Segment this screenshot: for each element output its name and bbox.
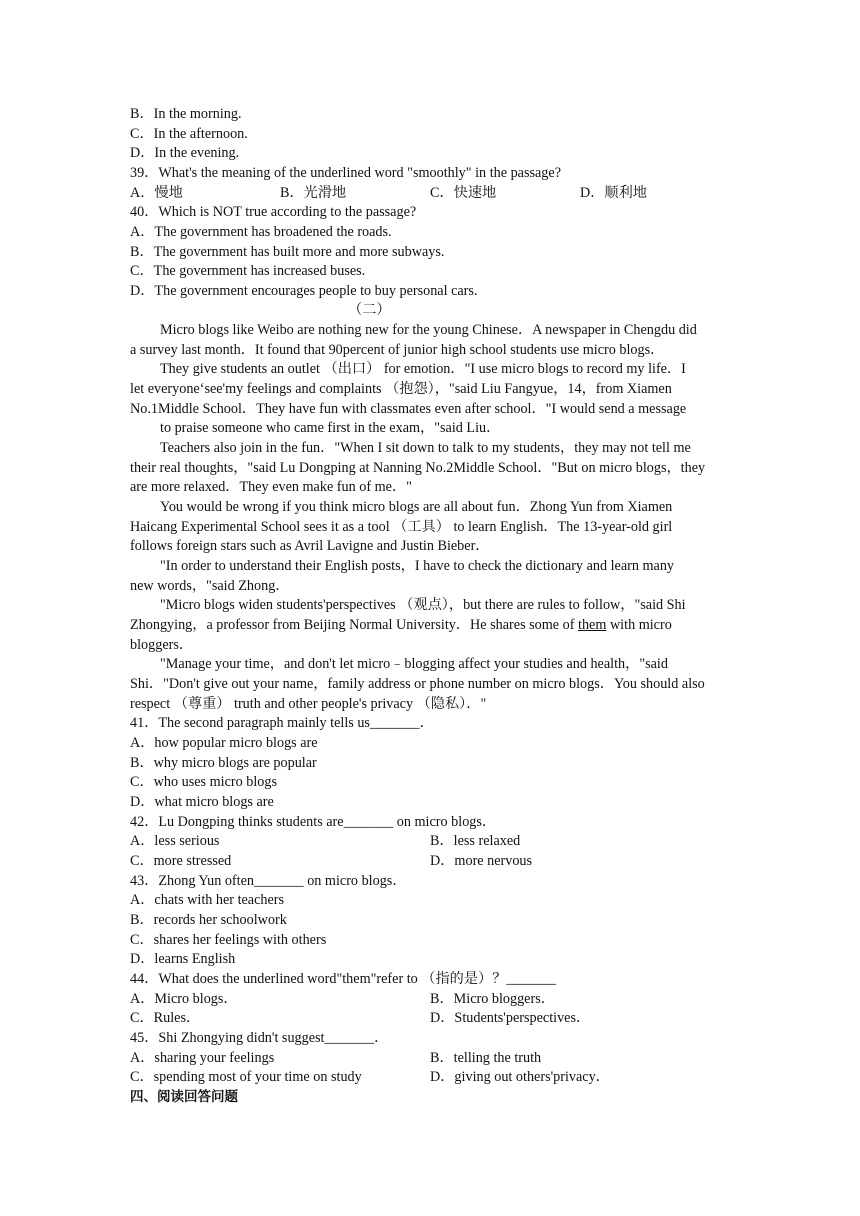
passage-line: their real thoughts，"said Lu Dongping at Nanning No.2Middle School．"But on micro blogs，they — [130, 460, 706, 476]
passage-line: They give students an outlet （出口） for emotion．"I use micro blogs to record my life．I — [160, 361, 686, 377]
passage-line: to praise someone who came first in the exam，"said Liu． — [160, 420, 501, 436]
passage-line: No.1Middle School．They have fun with classmates even after school．"I would send a message — [130, 401, 687, 417]
q44-option-c: C．Rules． — [130, 1010, 201, 1026]
q43-option-a: A．chats with her teachers — [130, 892, 285, 908]
passage-text: with micro — [606, 617, 672, 633]
q41-option-a: A．how popular micro blogs are — [130, 735, 318, 751]
section-marker: （二） — [348, 302, 391, 318]
q45-option-a: A．sharing your feelings — [130, 1050, 275, 1066]
q42-option-b: B．less relaxed — [430, 833, 521, 849]
q38-option-c: C．In the afternoon. — [130, 126, 248, 142]
passage-line: Haicang Experimental School sees it as a tool （工具） to learn English．The 13-year-old girl — [130, 519, 673, 535]
passage-line: "Manage your time，and don't let micro﹣blogging affect your studies and health，"said — [160, 656, 668, 672]
q39-option-c: C．快速地 — [430, 185, 497, 201]
q40-option-b: B．The government has built more and more subways. — [130, 244, 445, 260]
q44-question: 44．What does the underlined word"them"refer to （指的是）？_______ — [130, 971, 557, 987]
passage-line: "Micro blogs widen students'perspectives （观点），but there are rules to follow，"said Shi — [160, 597, 686, 613]
q40-option-a: A．The government has broadened the roads. — [130, 224, 392, 240]
q42-option-a: A．less serious — [130, 833, 220, 849]
passage-line — [130, 616, 740, 636]
q44-option-b: B．Micro bloggers． — [430, 991, 555, 1007]
passage-line: You would be wrong if you think micro blogs are all about fun．Zhong Yun from Xiamen — [160, 499, 673, 515]
q39-option-b: B．光滑地 — [280, 185, 347, 201]
q40-question: 40．Which is NOT true according to the passage? — [130, 204, 417, 220]
q41-option-b: B．why micro blogs are popular — [130, 755, 317, 771]
q40-option-c: C．The government has increased buses. — [130, 263, 366, 279]
q45-option-b: B．telling the truth — [430, 1050, 542, 1066]
q40-option-d: D．The government encourages people to buy personal cars. — [130, 283, 478, 299]
q44-option-a: A．Micro blogs． — [130, 991, 238, 1007]
q45-question: 45．Shi Zhongying didn't suggest_______． — [130, 1030, 389, 1046]
passage-line: follows foreign stars such as Avril Lavigne and Justin Bieber． — [130, 538, 490, 554]
passage-line: a survey last month．It found that 90percent of junior high school students use micro blogs． — [130, 342, 665, 358]
q45-option-c: C．spending most of your time on study — [130, 1069, 362, 1085]
q43-option-c: C．shares her feelings with others — [130, 932, 327, 948]
q41-question: 41．The second paragraph mainly tells us_______． — [130, 715, 434, 731]
passage-line: respect （尊重） truth and other people's privacy （隐私）．" — [130, 696, 487, 712]
q41-option-c: C．who uses micro blogs — [130, 774, 277, 790]
q43-option-b: B．records her schoolwork — [130, 912, 287, 928]
underlined-word-them: them — [578, 617, 607, 633]
q39-question: 39．What's the meaning of the underlined word "smoothly" in the passage? — [130, 165, 561, 181]
q42-option-c: C．more stressed — [130, 853, 232, 869]
q38-option-b: B．In the morning. — [130, 106, 242, 122]
passage-line: Micro blogs like Weibo are nothing new for the young Chinese．A newspaper in Chengdu did — [160, 322, 697, 338]
section-heading: 四、阅读回答问题 — [130, 1089, 238, 1105]
q42-option-d: D．more nervous — [430, 853, 533, 869]
q43-question: 43．Zhong Yun often_______ on micro blogs． — [130, 873, 407, 889]
passage-line: new words，"said Zhong． — [130, 578, 290, 594]
q44-option-d: D．Students'perspectives． — [430, 1010, 591, 1026]
passage-line: let everyone‘see'my feelings and complaints （抱怨），"said Liu Fangyue，14，from Xiamen — [130, 381, 672, 397]
passage-text: Zhongying，a professor from Beijing Normal University．He shares some of — [130, 617, 579, 633]
q39-option-a: A．慢地 — [130, 185, 183, 201]
q42-question: 42．Lu Dongping thinks students are_______ on micro blogs． — [130, 814, 497, 830]
q39-option-d: D．顺利地 — [580, 185, 647, 201]
passage-line: are more relaxed．They even make fun of me．" — [130, 479, 412, 495]
passage-line: "In order to understand their English posts，I have to check the dictionary and learn many — [160, 558, 675, 574]
q38-option-d: D．In the evening. — [130, 145, 240, 161]
passage-line: bloggers． — [130, 637, 194, 653]
q41-option-d: D．what micro blogs are — [130, 794, 274, 810]
passage-line: Teachers also join in the fun．"When I sit down to talk to my students，they may not tell me — [160, 440, 691, 456]
passage-line: Shi．"Don't give out your name，family address or phone number on micro blogs．You should also — [130, 676, 705, 692]
q43-option-d: D．learns English — [130, 951, 236, 967]
q45-option-d: D．giving out others'privacy． — [430, 1069, 610, 1085]
